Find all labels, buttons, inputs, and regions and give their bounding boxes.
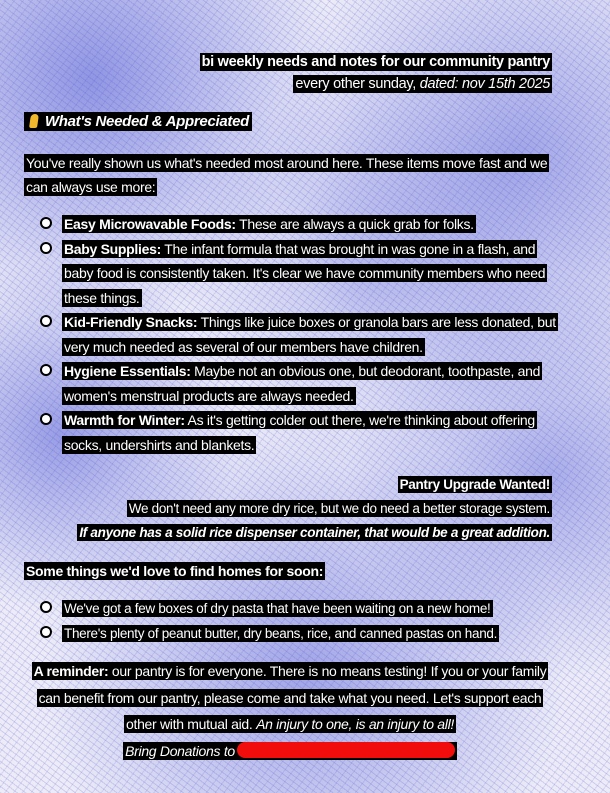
bullet-icon: [42, 317, 50, 325]
needed-list: [24, 212, 556, 457]
item-text: As it's getting colder out there, we're thinking about offering socks, undershirts and blankets.: [64, 412, 535, 453]
item-text: We've got a few boxes of dry pasta that have been waiting on a new home!: [64, 601, 491, 616]
reminder-label: A reminder:: [33, 663, 109, 679]
homes-list: [24, 596, 564, 646]
upgrade-line1: We don't need any more dry rice, but we do need a better storage system.: [128, 501, 550, 516]
donations-label: Bring Donations to: [125, 742, 235, 759]
item-text: Things like juice boxes or granola bars are less donated, but very much needed as several of our members have children.: [64, 314, 556, 355]
item-label: Warmth for Winter:: [64, 412, 185, 428]
list-item: [24, 408, 556, 457]
list-item: [24, 359, 556, 408]
item-text: Maybe not an obvious one, but deodorant, toothpaste, and women's menstrual products are always needed.: [64, 363, 541, 404]
homes-heading: [24, 561, 325, 581]
needed-heading-text: What's Needed & Appreciated: [44, 113, 249, 130]
list-item: [24, 621, 564, 646]
page-header: [12, 51, 552, 95]
list-item: [24, 596, 564, 621]
bullet-icon: [42, 219, 50, 227]
needed-intro-text: You've really shown us what's needed most around here. These items move fast and we can always use more:: [26, 155, 548, 195]
redaction-mark: [237, 742, 455, 758]
donations-line: [123, 742, 457, 760]
needed-intro: [24, 151, 556, 199]
reminder-section: [30, 658, 550, 764]
page-subtitle: [293, 75, 552, 93]
upgrade-section: [7, 473, 552, 545]
bullet-icon: [42, 628, 50, 636]
page-title: bi weekly needs and notes for our community pantry: [201, 54, 550, 70]
list-item: [24, 212, 556, 237]
subtitle-prefix: every other sunday,: [295, 76, 420, 92]
bullet-icon: [42, 415, 50, 423]
bullet-icon: [42, 366, 50, 374]
item-label: Easy Microwavable Foods:: [64, 216, 236, 232]
reminder-text: our pantry is for everyone. There is no means testing! If you or your family can benefit from our pantry, please come and take what you need. Let's support each other with mutual aid.: [38, 663, 547, 732]
item-label: Kid-Friendly Snacks:: [64, 314, 198, 330]
item-text: There's plenty of peanut butter, dry beans, rice, and canned pastas on hand.: [64, 626, 498, 641]
needed-heading: [24, 112, 252, 132]
item-text: The infant formula that was brought in was gone in a flash, and baby food is consistently taken. It's clear we have community members who need these things.: [64, 240, 546, 306]
list-item: [24, 237, 556, 311]
item-label: Hygiene Essentials:: [64, 363, 191, 379]
bullet-icon: [42, 244, 50, 252]
homes-heading-text: Some things we'd love to find homes for soon:: [26, 563, 324, 579]
bullet-icon: [42, 603, 50, 611]
list-item: [24, 310, 556, 359]
folded-hands-icon: [27, 114, 41, 128]
subtitle-date: dated: nov 15th 2025: [419, 76, 550, 92]
item-label: Baby Supplies:: [64, 240, 161, 257]
upgrade-heading: Pantry Upgrade Wanted!: [399, 477, 550, 492]
upgrade-line2: If anyone has a solid rice dispenser container, that would be a great addition.: [79, 525, 550, 540]
reminder-slogan: An injury to one, is an injury to all!: [256, 716, 454, 732]
item-text: These are always a quick grab for folks.: [235, 216, 474, 232]
